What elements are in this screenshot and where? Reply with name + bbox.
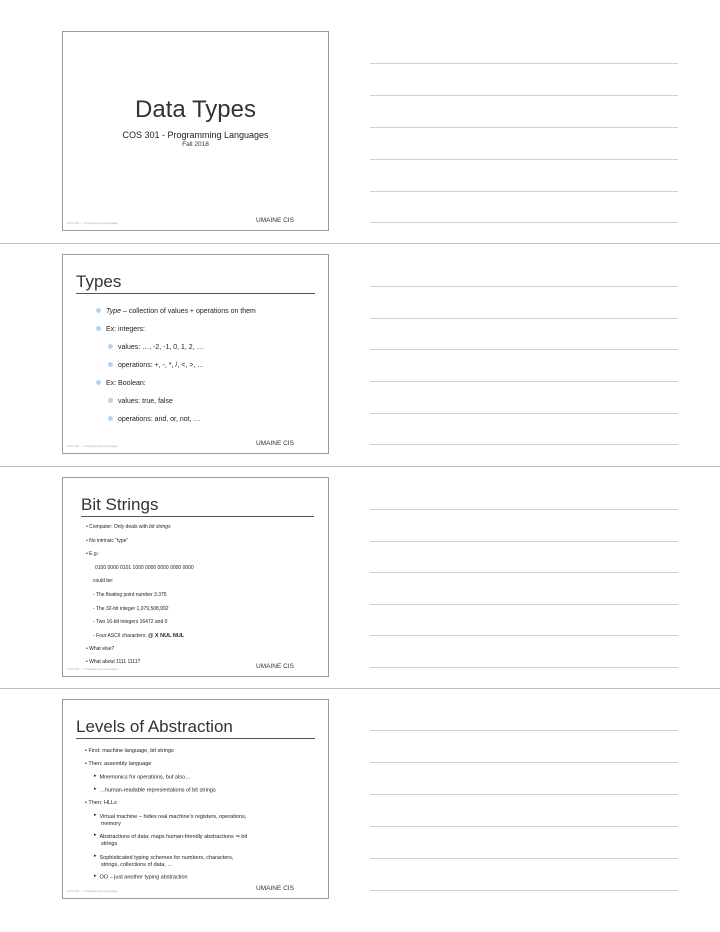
notes-line: [370, 63, 678, 64]
triangle-bullet-icon: ▸: [94, 773, 97, 779]
bullet-dot-icon: [108, 362, 113, 367]
slide-footer-right: UMAINE CIS: [256, 217, 294, 224]
triangle-bullet-icon: ▸: [94, 873, 97, 879]
title-rule: [76, 293, 315, 294]
bullet-item: • Then: assembly language: [85, 761, 152, 767]
sub-bullet-item: ▸ …human-readable representations of bit strings: [94, 786, 216, 794]
notes-line: [370, 890, 678, 891]
notes-line: [370, 286, 678, 287]
sub-bullet-item: ▸ Abstractions of data: maps human-friendly abstractions ⇒ bit strings: [94, 832, 248, 847]
sub-bullet-item: - Four ASCII characters: @ X NUL NUL: [93, 633, 185, 639]
sub-bullet-item: - Two 16-bit integers 16472 and 0: [93, 619, 168, 625]
handout-row-2: [0, 243, 720, 466]
bullet-dot-icon: [108, 398, 113, 403]
sub-bullet-item: - The floating point number 3.375: [93, 592, 167, 598]
notes-line: [370, 858, 678, 859]
slide-footer-right: UMAINE CIS: [256, 440, 294, 447]
slide-title: Types: [76, 272, 122, 291]
notes-line: [370, 541, 678, 542]
slide-term: Fall 2018: [182, 141, 209, 148]
triangle-bullet-icon: ▸: [94, 812, 97, 818]
notes-line: [370, 159, 678, 160]
text-line: could be:: [93, 578, 114, 584]
slide-title: Levels of Abstraction: [76, 717, 233, 736]
bullet-item: Type – collection of values + operations on them: [96, 308, 256, 315]
slide-1: [62, 31, 329, 231]
slide-footer-left: COS 301 — Programming Languages: [67, 667, 118, 671]
handout-row-3: [0, 466, 720, 688]
slide-footer-left: COS 301 — Programming Languages: [67, 221, 118, 225]
bullet-item: Ex: Boolean:: [96, 380, 146, 387]
handout-row-1: [0, 0, 720, 243]
notes-line: [370, 667, 678, 668]
sub-bullet-item: ▸ Sophisticated typing schemes for numbers, characters, strings, collections of data, …: [94, 853, 234, 868]
bullet-dot-icon: [108, 344, 113, 349]
sub-bullet-item: ▸ Virtual machine – hides real machine’s registers, operations, memory: [94, 812, 247, 827]
bullet-item: • What about 1111 1111?: [86, 659, 141, 665]
slide-title: Data Types: [135, 96, 256, 123]
notes-line: [370, 762, 678, 763]
slide-footer-right: UMAINE CIS: [256, 663, 294, 670]
notes-line: [370, 127, 678, 128]
bullet-item: • E.g.:: [86, 551, 100, 557]
notes-line: [370, 444, 678, 445]
notes-line: [370, 604, 678, 605]
notes-line: [370, 222, 678, 223]
bullet-item: • What else?: [86, 646, 115, 652]
sub-bullet-item: - The 32-bit integer 1,079,508,992: [93, 606, 169, 612]
bullet-dot-icon: [96, 308, 101, 313]
sub-bullet-item: ▸ OO – just another typing abstraction: [94, 873, 188, 881]
triangle-bullet-icon: ▸: [94, 832, 97, 838]
notes-line: [370, 794, 678, 795]
notes-line: [370, 509, 678, 510]
bullet-item: • Then: HLLs: [85, 800, 117, 806]
notes-line: [370, 349, 678, 350]
title-rule: [81, 516, 314, 517]
title-rule: [76, 738, 315, 739]
bullet-dot-icon: [108, 416, 113, 421]
bullet-item: • First: machine language, bit strings: [85, 748, 174, 754]
bullet-item: • No intrinsic “type”: [86, 538, 129, 544]
slide-2: [62, 254, 329, 454]
notes-line: [370, 730, 678, 731]
triangle-bullet-icon: ▸: [94, 786, 97, 792]
notes-line: [370, 95, 678, 96]
notes-line: [370, 413, 678, 414]
slide-footer-left: COS 301 — Programming Languages: [67, 444, 118, 448]
bullet-item: Ex: integers:: [96, 326, 145, 333]
bullet-item: values: …, -2, -1, 0, 1, 2, …: [108, 344, 204, 351]
bullet-item: • Computer: Only deals with bit strings: [86, 524, 171, 530]
notes-line: [370, 635, 678, 636]
triangle-bullet-icon: ▸: [94, 853, 97, 859]
slide-footer-right: UMAINE CIS: [256, 885, 294, 892]
bullet-dot-icon: [96, 380, 101, 385]
notes-line: [370, 191, 678, 192]
notes-line: [370, 381, 678, 382]
bullet-item: operations: and, or, not, …: [108, 416, 201, 423]
slide-title: Bit Strings: [81, 495, 159, 514]
bullet-item: operations: +, -, *, /, <, >, …: [108, 362, 204, 369]
notes-line: [370, 572, 678, 573]
slide-4: [62, 699, 329, 899]
slide-footer-left: COS 301 — Programming Languages: [67, 889, 118, 893]
slide-subtitle: COS 301 - Programming Languages: [122, 130, 269, 140]
bullet-item: values: true, false: [108, 398, 173, 405]
notes-line: [370, 826, 678, 827]
notes-line: [370, 318, 678, 319]
sub-bullet-item: ▸ Mnemonics for operations, but also…: [94, 773, 191, 781]
bullet-dot-icon: [96, 326, 101, 331]
handout-row-4: [0, 688, 720, 932]
bit-string: 0100 0000 0101 1000 0000 0000 0000 0000: [95, 565, 194, 571]
slide-3: [62, 477, 329, 677]
